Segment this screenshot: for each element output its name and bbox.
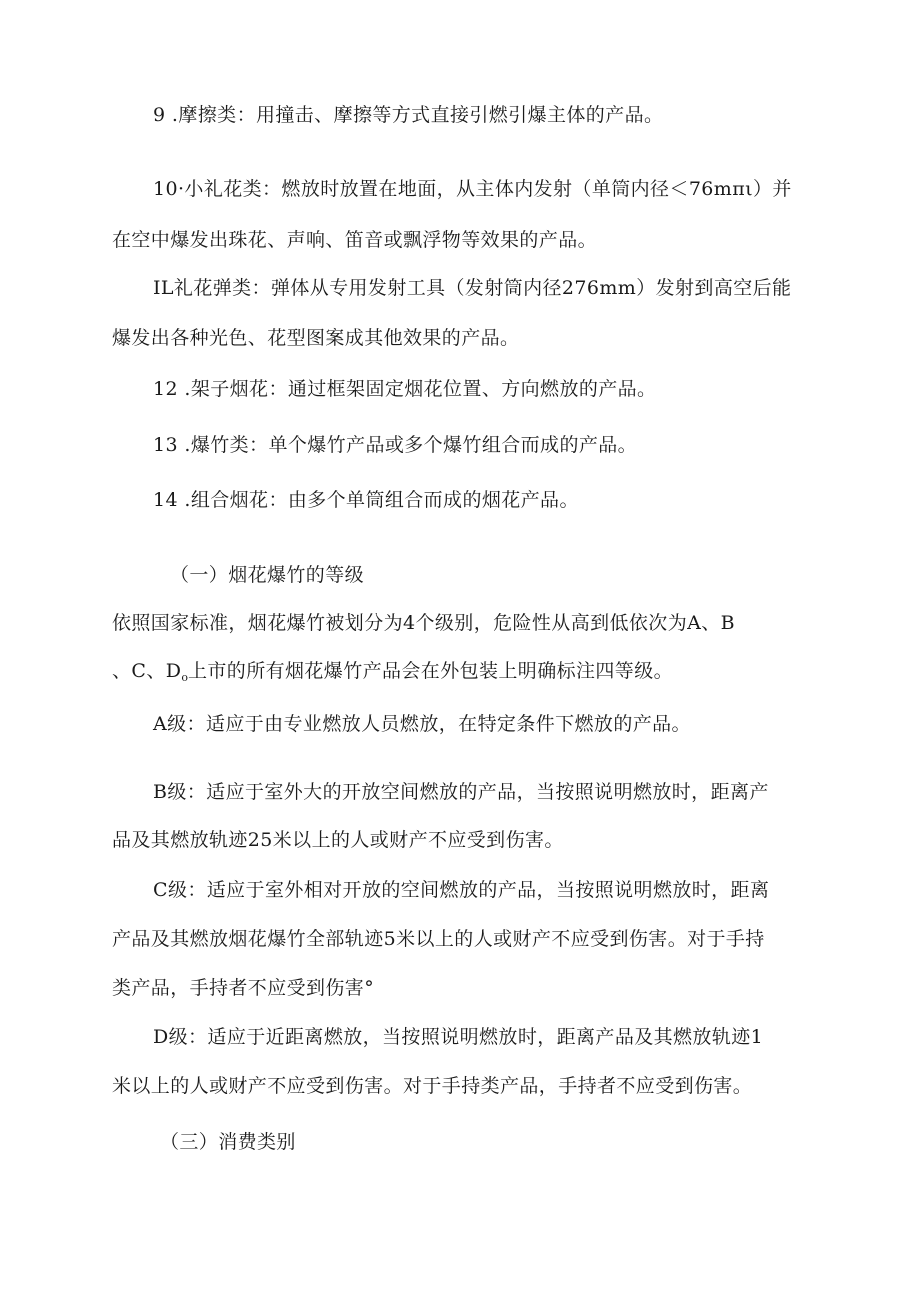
grade-intro-line-2 [112,659,673,690]
grade-intro-line-1: 依照国家标准，烟花爆竹被划分为4个级别，危险性从高到低依次为A、B [112,612,735,634]
item-14-text: 14 .组合烟花：由多个单筒组合而成的烟花产品。 [153,489,579,511]
grade-b-line-1: B级：适应于室外大的开放空间燃放的产品，当按照说明燃放时，距离产 [153,781,769,803]
item-10-line-2: 在空中爆发出珠花、声响、笛音或飘浮物等效果的产品。 [112,229,598,251]
heading-grade: （一）烟花爆竹的等级 [170,564,365,586]
grade-a-text: A级：适应于由专业燃放人员燃放，在特定条件下燃放的产品。 [153,713,691,735]
grade-intro-line-2a: 、C、D [112,660,182,682]
grade-c-line-3: 类产品，手持者不应受到伤害° [112,977,375,999]
grade-c-line-1: C级：适应于室外相对开放的空间燃放的产品，当按照说明燃放时，距离 [153,879,770,901]
item-9-text: 9 .摩擦类：用撞击、摩擦等方式直接引燃引爆主体的产品。 [153,104,664,126]
grade-c-line-2: 产品及其燃放烟花爆竹全部轨迹5米以上的人或财产不应受到伤害。对于手持 [112,928,765,950]
grade-intro-line-2b: 上市的所有烟花爆竹产品会在外包装上明确标注四等级。 [188,660,674,682]
heading-consumer: （三）消费类别 [160,1131,296,1153]
grade-d-line-1: D级：适应于近距离燃放，当按照说明燃放时，距离产品及其燃放轨迹1 [153,1026,764,1048]
item-11-line-2: 爆发出各种光色、花型图案成其他效果的产品。 [112,327,520,349]
grade-intro-subscript: o [181,671,188,684]
grade-b-line-2: 品及其燃放轨迹25米以上的人或财产不应受到伤害。 [112,829,564,851]
item-10-line-1: 10·小礼花类：燃放时放置在地面，从主体内发射（单筒内径＜76mπι）并 [153,178,792,200]
grade-d-line-2: 米以上的人或财产不应受到伤害。对于手持类产品，手持者不应受到伤害。 [112,1075,753,1097]
item-13-text: 13 .爆竹类：单个爆竹产品或多个爆竹组合而成的产品。 [153,434,638,456]
item-11-line-1: IL礼花弹类：弹体从专用发射工具（发射筒内径276mm）发射到高空后能 [153,277,792,299]
item-12-text: 12 .架子烟花：通过框架固定烟花位置、方向燃放的产品。 [153,378,657,400]
